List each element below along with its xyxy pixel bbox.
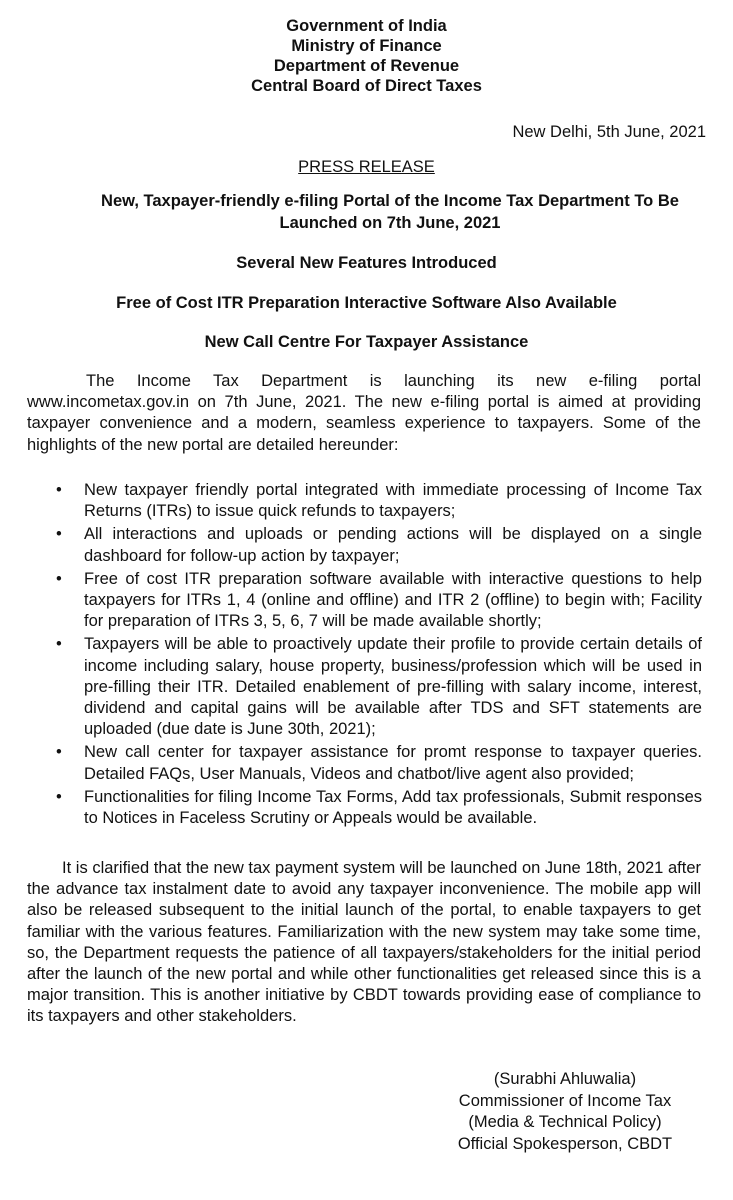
closing-paragraph: It is clarified that the new tax payment system will be launched on June 18th, 2021 after the advance tax instalment date to avoid any taxpayer inconvenience. The mobile app will also be released subsequent to the initial launch of the portal, to enable taxpayers to get familiar with the various features. Familiarization with the new system may take some time, so, the Department requests the patience of all taxpayers/stakeholders for the initial period after the launch of the new portal and while other functionalities get released since this is a major transition. This is another initiative by CBDT towards providing ease of compliance to its taxpayers and other stakeholders. <box>27 859 701 1026</box>
highlights-list <box>56 480 702 829</box>
list-item <box>56 634 702 740</box>
signatory-name: (Surabhi Ahluwalia) <box>493 1070 637 1088</box>
letterhead-department: Department of Revenue <box>273 57 460 75</box>
subhead-features: Several New Features Introduced <box>236 254 497 272</box>
list-item <box>56 480 702 522</box>
list-item-text: Taxpayers will be able to proactively update their profile to provide certain details of income including salary, house property, business/profession which will be used in pre-filling their ITR. Detailed enablement of pre-filling with salary income, interest, dividend and capital gains will be available after TDS and SFT statements are uploaded (due date is June 30th, 2021); <box>84 635 702 739</box>
bullet-icon: • <box>56 635 62 654</box>
list-item <box>56 787 702 829</box>
bullet-icon: • <box>56 481 62 499</box>
list-item-text: Free of cost ITR preparation software available with interactive questions to help taxpayers for ITRs 1, 4 (online and offline) and ITR 2 (offline) to begin with; Facility for preparation of ITRs 3, 5, 6, 7 will be made available shortly; <box>84 569 702 631</box>
letterhead <box>0 16 733 96</box>
signatory-title: Commissioner of Income Tax <box>458 1091 672 1110</box>
list-item <box>56 569 702 633</box>
letterhead-ministry: Ministry of Finance <box>291 37 442 55</box>
list-item <box>56 524 702 566</box>
list-item-text: Functionalities for filing Income Tax Forms, Add tax professionals, Submit responses to Notices in Faceless Scrutiny or Appeals would be available. <box>84 787 702 828</box>
release-date: New Delhi, 5th June, 2021 <box>512 123 706 141</box>
list-item <box>56 742 702 784</box>
headline: New, Taxpayer-friendly e-filing Portal of the Income Tax Department To Be Launched on 7th June, 2021 <box>101 192 679 232</box>
subhead-call-centre: New Call Centre For Taxpayer Assistance <box>204 333 529 351</box>
bullet-icon: • <box>56 743 62 762</box>
bullet-icon: • <box>56 787 62 806</box>
bullet-icon: • <box>56 525 62 544</box>
letterhead-government: Government of India <box>286 17 447 35</box>
signatory-division: (Media & Technical Policy) <box>468 1113 662 1131</box>
list-item-text: New taxpayer friendly portal integrated with immediate processing of Income Tax Returns (ITRs) to issue quick refunds to taxpayers; <box>84 481 702 521</box>
bullet-icon: • <box>56 569 62 588</box>
subhead-itr-software: Free of Cost ITR Preparation Interactive Software Also Available <box>116 294 617 312</box>
press-release-label: PRESS RELEASE <box>298 158 435 176</box>
list-item-text: New call center for taxpayer assistance for promt response to taxpayer queries. Detailed FAQs, User Manuals, Videos and chatbot/live agent also provided; <box>84 743 702 783</box>
signatory-role: Official Spokesperson, CBDT <box>457 1134 673 1153</box>
signature-block <box>420 1069 710 1155</box>
intro-paragraph: The Income Tax Department is launching its new e-filing portal www.incometax.gov.in on 7th June, 2021. The new e-filing portal is aimed at providing taxpayer convenience and a modern, seamless experience to taxpayers. Some of the highlights of the new portal are detailed hereunder: <box>27 372 701 454</box>
list-item-text: All interactions and uploads or pending actions will be displayed on a single dashboard for follow-up action by taxpayer; <box>84 525 702 565</box>
letterhead-board: Central Board of Direct Taxes <box>251 77 482 95</box>
